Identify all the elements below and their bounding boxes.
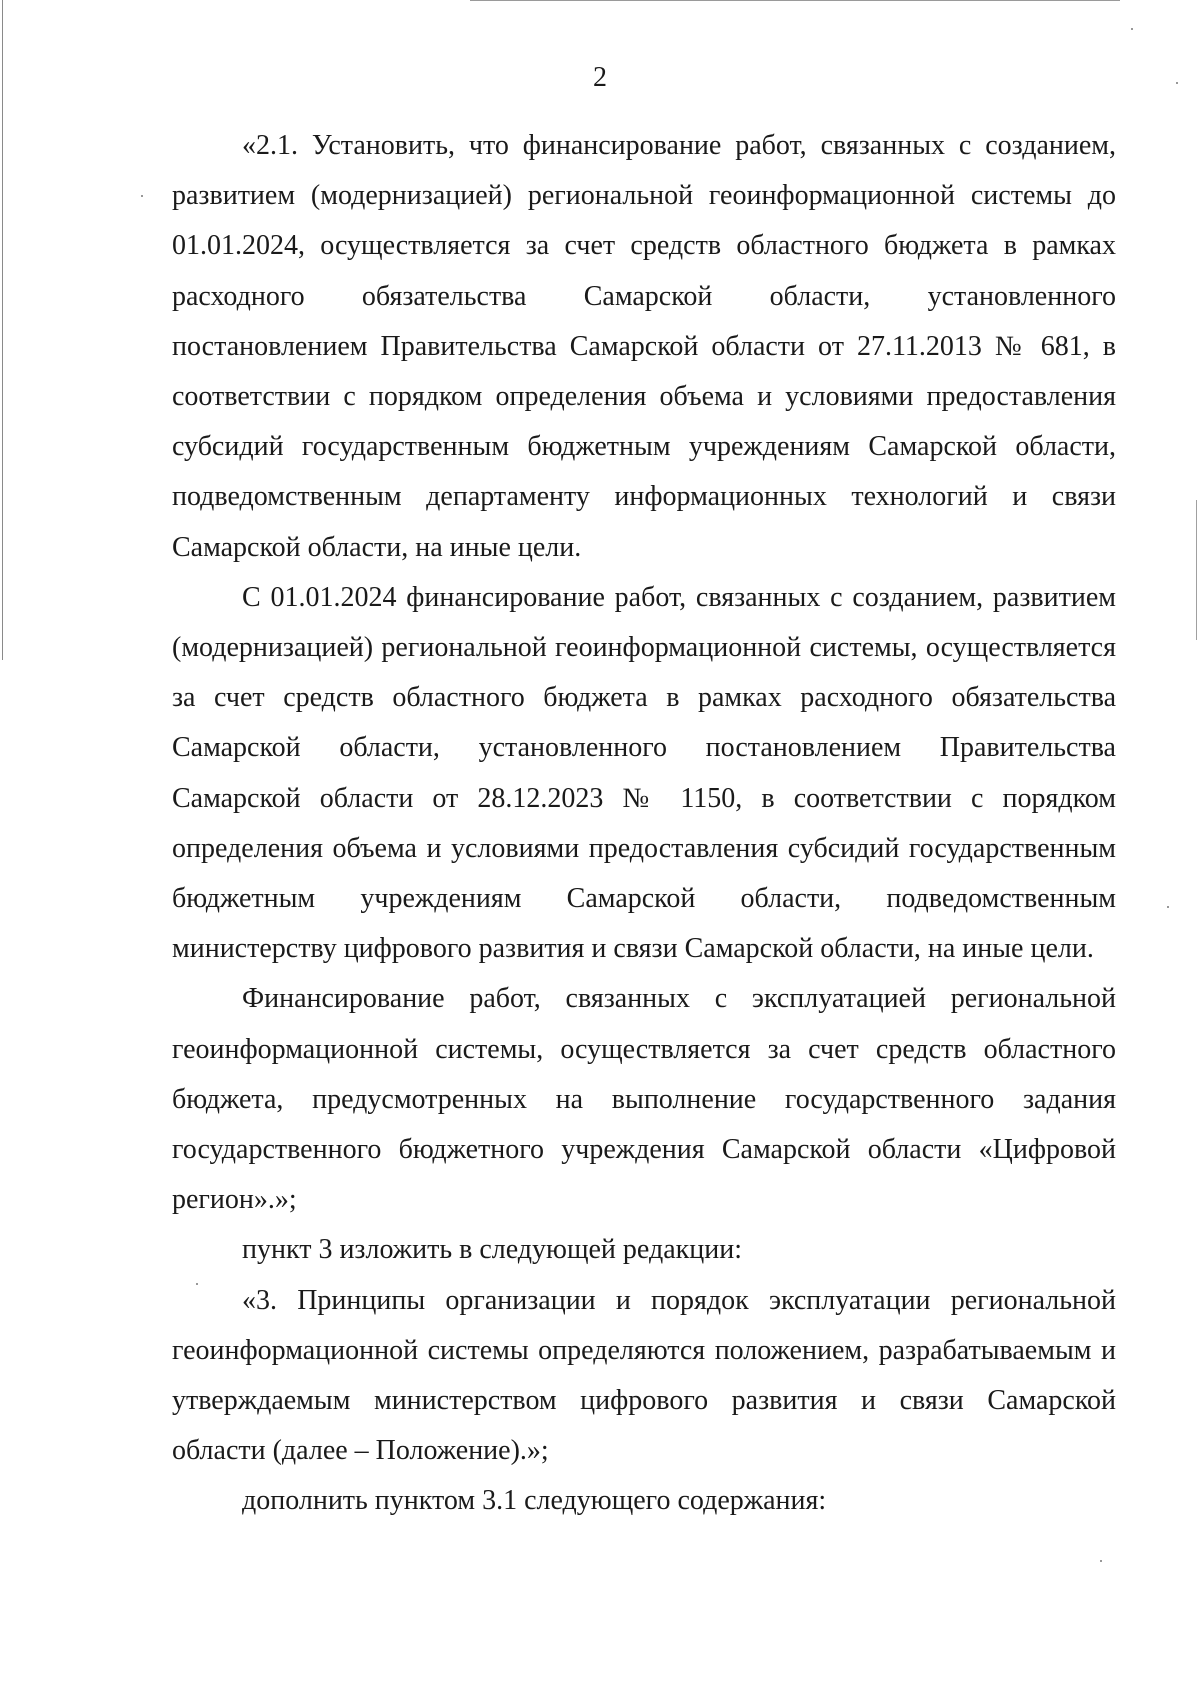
scan-speck <box>196 1283 198 1285</box>
scan-speck <box>1131 28 1133 30</box>
paragraph-point-3-instruction: пункт 3 изложить в следующей редакции: <box>242 1234 742 1266</box>
paragraph-2-1-intro: «2.1. Установить, что финансирование работ, связанных с созданием, развитием (модернизацией) региональной геоинформационной системы до 01.01.2024, осуществляется за счет средств областного бюджета в рамках расходного обязательства Самарской области, установленного постановлением Правительства Самарской области от 27.11.2013 № 681, в соответствии с порядком определения объема и условиями предоставления субсидий государственным бюджетным учреждениям Самарской области, подведомственным департаменту информационных технологий и связи Самарской области, на иные цели. <box>172 130 1116 563</box>
paragraph-point-3-1-instruction: дополнить пунктом 3.1 следующего содержания: <box>242 1485 827 1517</box>
paragraph-2-1-exploitation: Финансирование работ, связанных с эксплуатацией региональной геоинформационной системы, осуществляется за счет средств областного бюджета, предусмотренных на выполнение государственного задания государственного бюджетного учреждения Самарской области «Цифровой регион».»; <box>172 983 1116 1216</box>
document-body <box>172 121 1116 1527</box>
scan-speck <box>1176 82 1178 84</box>
paragraph-2-1-from-2024: С 01.01.2024 финансирование работ, связанных с созданием, развитием (модернизацией) региональной геоинформационной системы, осуществляется за счет средств областного бюджета в рамках расходного обязательства Самарской области, установленного постановлением Правительства Самарской области от 28.12.2023 № 1150, в соответствии с порядком определения объема и условиями предоставления субсидий государственным бюджетным учреждениям Самарской области, подведомственным министерству цифрового развития и связи Самарской области, на иные цели. <box>172 581 1116 965</box>
paragraph-point-3-text: «3. Принципы организации и порядок эксплуатации региональной геоинформационной системы определяются положением, разрабатываемым и утверждаемым министерством цифрового развития и связи Самарской области (далее – Положение).»; <box>172 1284 1116 1467</box>
scan-speck <box>1100 1560 1102 1562</box>
scan-edge-right <box>1196 500 1197 640</box>
scan-speck <box>1167 906 1169 908</box>
scan-speck <box>141 195 143 197</box>
scan-edge-left <box>2 0 3 660</box>
page-number: 2 <box>593 62 607 93</box>
scan-edge-top <box>470 0 1120 1</box>
